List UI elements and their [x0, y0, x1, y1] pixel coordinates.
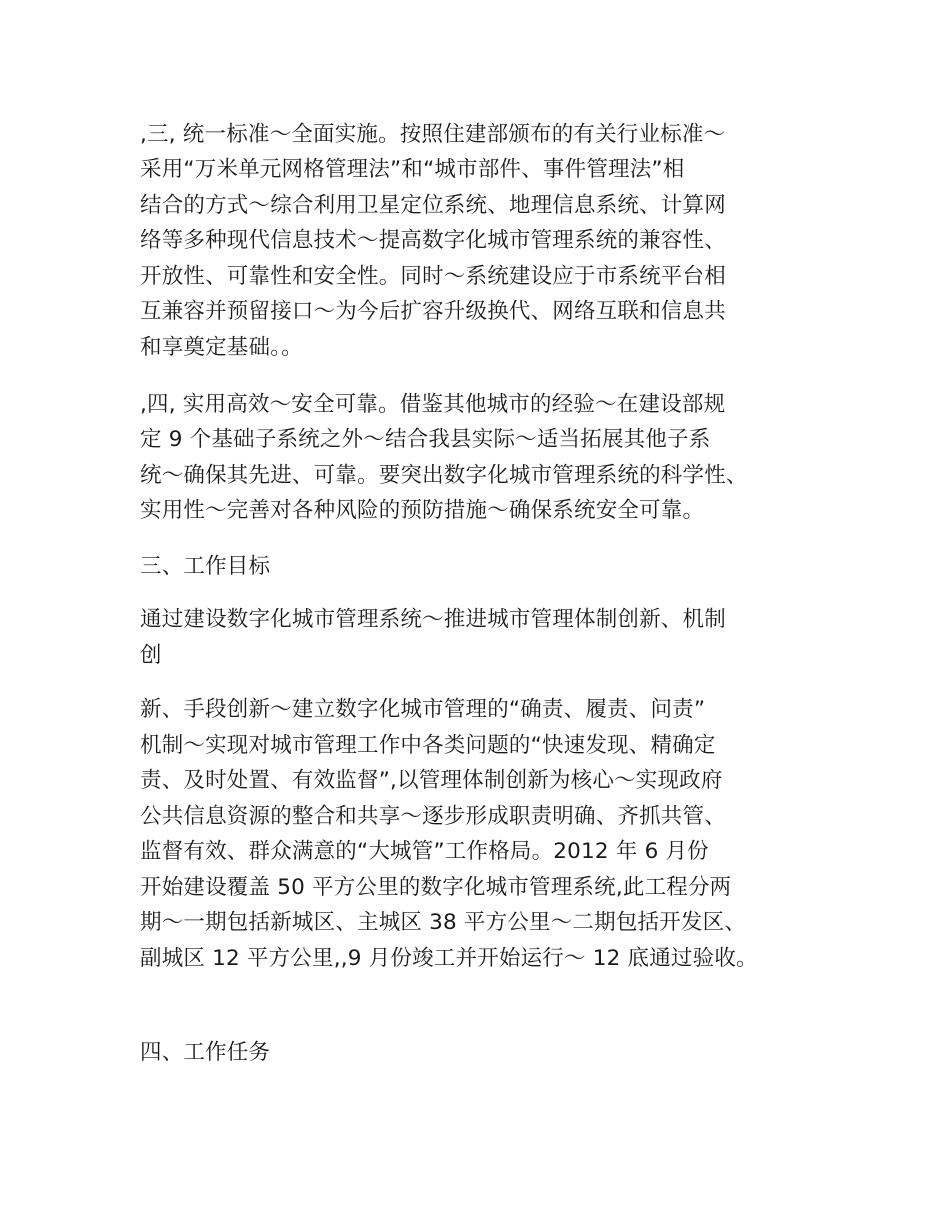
paragraph-line: ,三, 统一标准～全面实施。按照住建部颁布的有关行业标准～: [140, 122, 726, 147]
paragraph-line: 定 9 个基础子系统之外～结合我县实际～适当拓展其他子系: [140, 427, 711, 452]
paragraph-line: 结合的方式～综合利用卫星定位系统、地理信息系统、计算网: [140, 193, 726, 218]
paragraph-line: 和享奠定基础。。: [140, 335, 303, 360]
paragraph-line: 新、手段创新～建立数字化城市管理的“确责、履责、问责”: [140, 697, 706, 722]
paragraph-line: 统～确保其先进、可靠。要突出数字化城市管理系统的科学性、: [140, 463, 748, 488]
section-heading: 四、工作任务: [140, 1040, 271, 1065]
paragraph-line: 互兼容并预留接口～为今后扩容升级换代、网络互联和信息共: [140, 299, 726, 324]
paragraph-line: 开放性、可靠性和安全性。同时～系统建设应于市系统平台相: [140, 264, 726, 289]
section-heading: 三、工作目标: [140, 554, 271, 579]
paragraph-line: 通过建设数字化城市管理系统～推进城市管理体制创新、机制: [140, 607, 726, 632]
paragraph-line: 实用性～完善对各种风险的预防措施～确保系统安全可靠。: [140, 498, 705, 523]
paragraph-line: 监督有效、群众满意的“大城管”工作格局。2012 年 6 月份: [140, 839, 709, 864]
paragraph-line: 责、及时处置、有效监督”,以管理体制创新为核心～实现政府: [140, 768, 723, 793]
paragraph-line: 开始建设覆盖 50 平方公里的数字化城市管理系统,此工程分两: [140, 875, 732, 900]
paragraph-line: 期～一期包括新城区、主城区 38 平方公里～二期包括开发区、: [140, 910, 747, 935]
paragraph-line: 络等多种现代信息技术～提高数字化城市管理系统的兼容性、: [140, 228, 726, 253]
paragraph-line: ,四, 实用高效～安全可靠。借鉴其他城市的经验～在建设部规: [140, 392, 726, 417]
paragraph-line: 公共信息资源的整合和共享～逐步形成职责明确、齐抓共管、: [140, 804, 726, 829]
paragraph-line: 机制～实现对城市管理工作中各类问题的“快速发现、精确定: [140, 733, 716, 758]
paragraph-line: 采用“万米单元网格管理法”和“城市部件、事件管理法”相: [140, 157, 685, 182]
paragraph-line: 副城区 12 平方公里,,9 月份竣工并开始运行～ 12 底通过验收。: [140, 946, 758, 971]
paragraph-line: 创: [140, 643, 162, 668]
